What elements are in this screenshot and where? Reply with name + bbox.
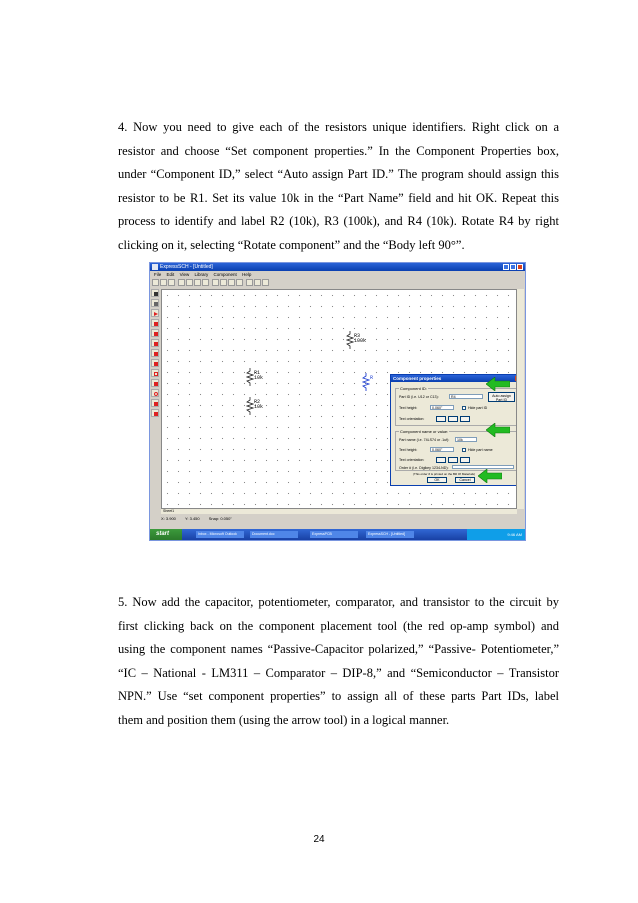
menu-edit[interactable]: Edit (166, 272, 175, 277)
text-line: process to identify and label R2 (10k), R3 (100k), and R4 (10k). Rotate R4 by right (118, 214, 559, 228)
text-line: clicking on it, selecting “Rotate component” and the “Body left 90°”. (118, 237, 465, 252)
name-text-height-label: Text height: (399, 448, 418, 452)
menu-help[interactable]: Help (242, 272, 252, 277)
order-label: Order # (i.e. Digikey 1234-ND): (399, 466, 449, 470)
line-tool-icon[interactable] (151, 339, 159, 347)
menu-library[interactable]: Library (194, 272, 209, 277)
ok-button[interactable]: OK (427, 477, 447, 483)
connector-tool-icon[interactable] (151, 399, 159, 407)
cancel-button[interactable]: Cancel (455, 477, 475, 483)
name-orient-horizontal-icon[interactable] (436, 457, 446, 463)
name-text-height-select[interactable]: 0.060" (430, 447, 454, 452)
group-label-name: Component name or value: (400, 429, 449, 434)
auto-assign-button[interactable]: Auto assign Part ID (488, 392, 515, 402)
zoom-in-icon[interactable] (178, 279, 185, 286)
green-arrow-icon (478, 469, 502, 483)
menu-file[interactable]: File (154, 272, 162, 277)
dialog-title: Component properties (393, 376, 442, 381)
ground-tool-icon[interactable] (151, 319, 159, 327)
text-line: using the component names “Passive-Capacitor polarized,” “Passive- Potentiometer,” (118, 642, 559, 656)
zoom-fit-icon[interactable] (194, 279, 201, 286)
circle-tool-icon[interactable] (151, 389, 159, 397)
help-icon[interactable] (254, 279, 261, 286)
part-name-label: Part name (i.e. 74LS74 or .1uf): (399, 438, 450, 442)
status-x: X: 3.900 (161, 516, 176, 521)
resistor-r1-value: 10k (254, 375, 264, 381)
tool-palette (151, 289, 160, 504)
undo-icon[interactable] (212, 279, 219, 286)
zoom-tool-icon[interactable] (151, 299, 159, 307)
rectangle-tool-icon[interactable] (151, 369, 159, 377)
system-tray (467, 529, 525, 540)
paragraph-step-4 (118, 116, 559, 257)
status-snap[interactable]: Snap: 0.050" (208, 516, 232, 521)
green-arrow-icon (486, 377, 510, 391)
hide-part-name-label: Hide part name (468, 448, 493, 452)
resistor-r2-value: 10k (254, 404, 264, 410)
clock: 9:46 AM (507, 532, 522, 537)
hide-part-name-checkbox[interactable] (462, 448, 466, 452)
arc-tool-icon[interactable] (151, 379, 159, 387)
resistor-r3-id: R3 (354, 333, 361, 339)
status-y: Y: 3.450 (184, 516, 200, 521)
resistor-r3-value: 100k (354, 338, 367, 344)
task-item[interactable]: ExpressPCB (310, 531, 358, 538)
name-text-orientation-label: Text orientation: (399, 458, 425, 462)
name-orient-rotate-icon[interactable] (460, 457, 470, 463)
schematic-canvas[interactable] (161, 289, 517, 509)
diagonal-tool-icon[interactable] (151, 359, 159, 367)
menu-component[interactable]: Component (213, 272, 237, 277)
paste-icon[interactable] (236, 279, 243, 286)
text-line: resistor to be R1. Set its value 10k in the “Part Name” field and hit OK. Repeat this (118, 190, 559, 205)
save-icon[interactable] (168, 279, 175, 286)
vertical-scrollbar[interactable] (517, 289, 524, 509)
text-line: “IC – National - LM311 – Comparator – DIP-8,” and “Semiconductor – Transistor (118, 665, 559, 680)
task-item[interactable]: Inbox - Microsoft Outlook (196, 531, 244, 538)
copy-icon[interactable] (228, 279, 235, 286)
part-id-label: Part ID (i.e. U12 or C13): (399, 395, 439, 399)
hide-part-id-label: Hide part ID (468, 406, 488, 410)
horizontal-scrollbar[interactable] (161, 509, 517, 514)
text-height-label: Text height: (399, 406, 418, 410)
toolbar (151, 278, 524, 287)
minimize-icon[interactable] (503, 264, 509, 270)
hide-part-id-checkbox[interactable] (462, 406, 466, 410)
windows-taskbar (150, 529, 525, 540)
green-arrow-icon (486, 423, 510, 437)
component-name-group (395, 431, 517, 471)
app-icon (152, 264, 158, 270)
sheet-tab[interactable]: Sheet1 (163, 508, 175, 513)
menu-view[interactable]: View (179, 272, 190, 277)
text-line: 4. Now you need to give each of the resistors unique identifiers. Right click on a (118, 120, 559, 134)
name-orient-vertical-icon[interactable] (448, 457, 458, 463)
text-height-select[interactable]: 0.060" (430, 405, 454, 410)
text-line: first clicking back on the component placement tool (the red op-amp symbol) and (118, 618, 559, 633)
wire-tool-icon[interactable] (151, 329, 159, 337)
zoom-box-icon[interactable] (202, 279, 209, 286)
corner-tool-icon[interactable] (151, 349, 159, 357)
orient-horizontal-icon[interactable] (436, 416, 446, 422)
print-icon[interactable] (246, 279, 253, 286)
resistor-r3-icon[interactable] (346, 331, 354, 349)
window-controls (503, 264, 523, 270)
text-tool-icon[interactable] (151, 409, 159, 417)
zoom-out-icon[interactable] (186, 279, 193, 286)
text-line: them and position them (using the arrow tool) in a logical manner. (118, 712, 450, 727)
orient-vertical-icon[interactable] (448, 416, 458, 422)
order-note: (This order # is printed on the Bill Of Materials) (413, 472, 476, 476)
software-screenshot (149, 262, 526, 541)
info-icon[interactable] (262, 279, 269, 286)
page-number: 24 (313, 834, 325, 845)
orient-rotate-icon[interactable] (460, 416, 470, 422)
arrow-tool-icon[interactable] (151, 289, 159, 297)
window-title: ExpressSCH - [Untitled] (160, 264, 213, 270)
new-icon[interactable] (152, 279, 159, 286)
status-bar (161, 515, 525, 523)
part-id-input[interactable]: R4 (449, 394, 483, 399)
close-icon[interactable] (517, 264, 523, 270)
opamp-tool-icon[interactable] (151, 309, 159, 317)
resistor-r4-icon[interactable] (362, 373, 370, 391)
window-titlebar (150, 263, 525, 271)
resistor-r2-id: R2 (254, 399, 261, 405)
text-line: resistor and choose “Set component properties.” In the Component Properties box, (118, 143, 559, 158)
resistor-r1-id: R1 (254, 370, 261, 376)
resistor-r2-icon[interactable] (246, 397, 254, 415)
task-item[interactable]: Document.doc (250, 531, 298, 538)
maximize-icon[interactable] (510, 264, 516, 270)
resistor-r1-icon[interactable] (246, 368, 254, 386)
open-icon[interactable] (160, 279, 167, 286)
start-button[interactable]: start (150, 529, 182, 540)
resistor-r4-label: R (370, 375, 374, 381)
text-orientation-label: Text orientation: (399, 417, 425, 421)
text-line: NPN.” Use “set component properties” to assign all of these parts Part IDs, label (118, 689, 559, 703)
menu-bar (150, 271, 525, 278)
text-line: under “Component ID,” select “Auto assign Part ID.” The program should assign this (118, 167, 559, 181)
text-line: 5. Now add the capacitor, potentiometer, comparator, and transistor to the circuit by (118, 595, 559, 609)
paragraph-step-5 (118, 591, 559, 732)
component-id-group (395, 388, 517, 426)
redo-icon[interactable] (220, 279, 227, 286)
group-label-id: Component ID: (400, 386, 427, 391)
part-name-input[interactable]: 10k (455, 437, 477, 442)
task-item[interactable]: ExpressSCH - [Untitled] (366, 531, 414, 538)
